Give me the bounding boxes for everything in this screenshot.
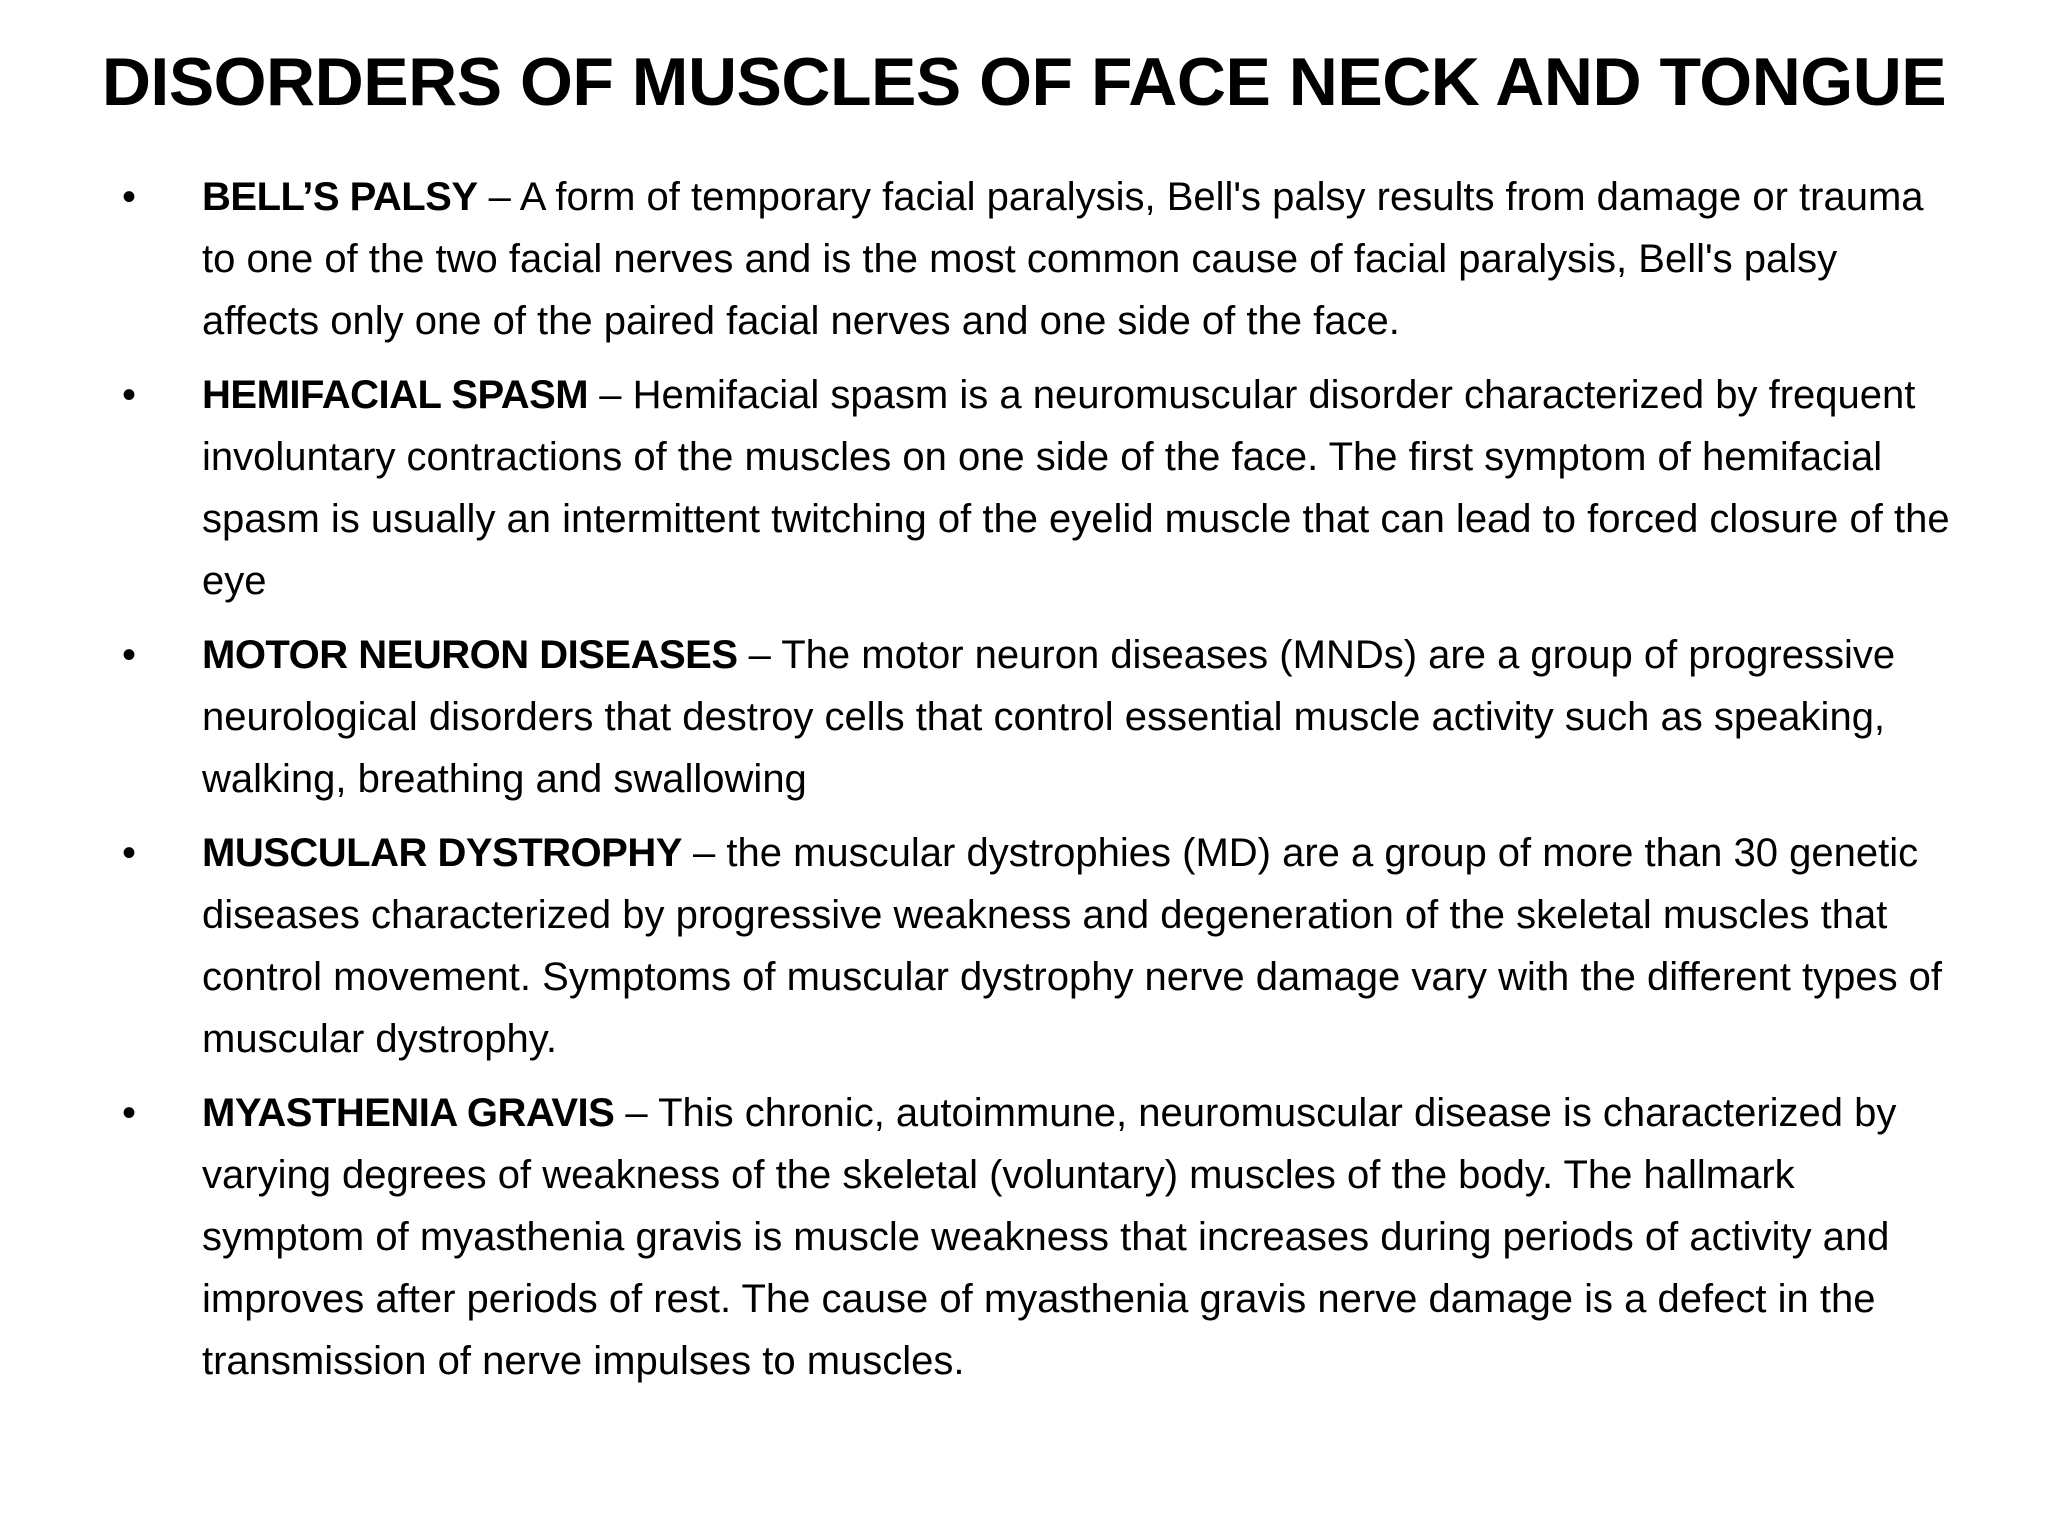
slide-title: DISORDERS OF MUSCLES OF FACE NECK AND TONGUE: [101, 44, 1947, 120]
term-label: MUSCULAR DYSTROPHY: [202, 831, 682, 875]
term-description: – the muscular dystrophies (MD) are a group of more than 30 genetic diseases characterized by progressive weakness and degeneration of the skeletal muscles that control movement. Symptoms of muscular dystrophy nerve damage vary with the different types of muscular dystrophy.: [202, 831, 1943, 1061]
bullet-icon: •: [122, 831, 137, 875]
term-label: BELL’S PALSY: [202, 175, 478, 219]
term-description: – This chronic, autoimmune, neuromuscular disease is characterized by varying degrees of weakness of the skeletal (voluntary) muscles of the body. The hallmark symptom of myasthenia gravis is muscle weakness that increases during periods of activity and improves after periods of rest. The cause of myasthenia gravis nerve damage is a defect in the transmission of nerve impulses to muscles.: [202, 1091, 1897, 1383]
term-description: – The motor neuron diseases (MNDs) are a group of progressive neurological disorders that destroy cells that control essential muscle activity such as speaking, walking, breathing and swallowing: [202, 633, 1896, 801]
bullet-icon: •: [122, 1091, 137, 1135]
list-item-motor-neuron-diseases: [122, 624, 1952, 810]
list-item-bells-palsy: [122, 166, 1952, 352]
list-item-hemifacial-spasm: [122, 364, 1952, 612]
term-label: MYASTHENIA GRAVIS: [202, 1091, 615, 1135]
list-item-myasthenia-gravis: [122, 1082, 1952, 1392]
term-description: – Hemifacial spasm is a neuromuscular disorder characterized by frequent involuntary contractions of the muscles on one side of the face. The first symptom of hemifacial spasm is usually an intermittent twitching of the eyelid muscle that can lead to forced closure of the eye: [202, 373, 1950, 603]
bullet-icon: •: [122, 175, 137, 219]
list-item-muscular-dystrophy: [122, 822, 1952, 1070]
bullet-icon: •: [122, 633, 137, 677]
term-label: HEMIFACIAL SPASM: [202, 373, 589, 417]
term-description: – A form of temporary facial paralysis, Bell's palsy results from damage or trauma to one of the two facial nerves and is the most common cause of facial paralysis, Bell's palsy affects only one of the paired facial nerves and one side of the face.: [202, 175, 1924, 343]
term-label: MOTOR NEURON DISEASES: [202, 633, 738, 677]
bullet-list: [122, 166, 1952, 1404]
bullet-icon: •: [122, 373, 137, 417]
